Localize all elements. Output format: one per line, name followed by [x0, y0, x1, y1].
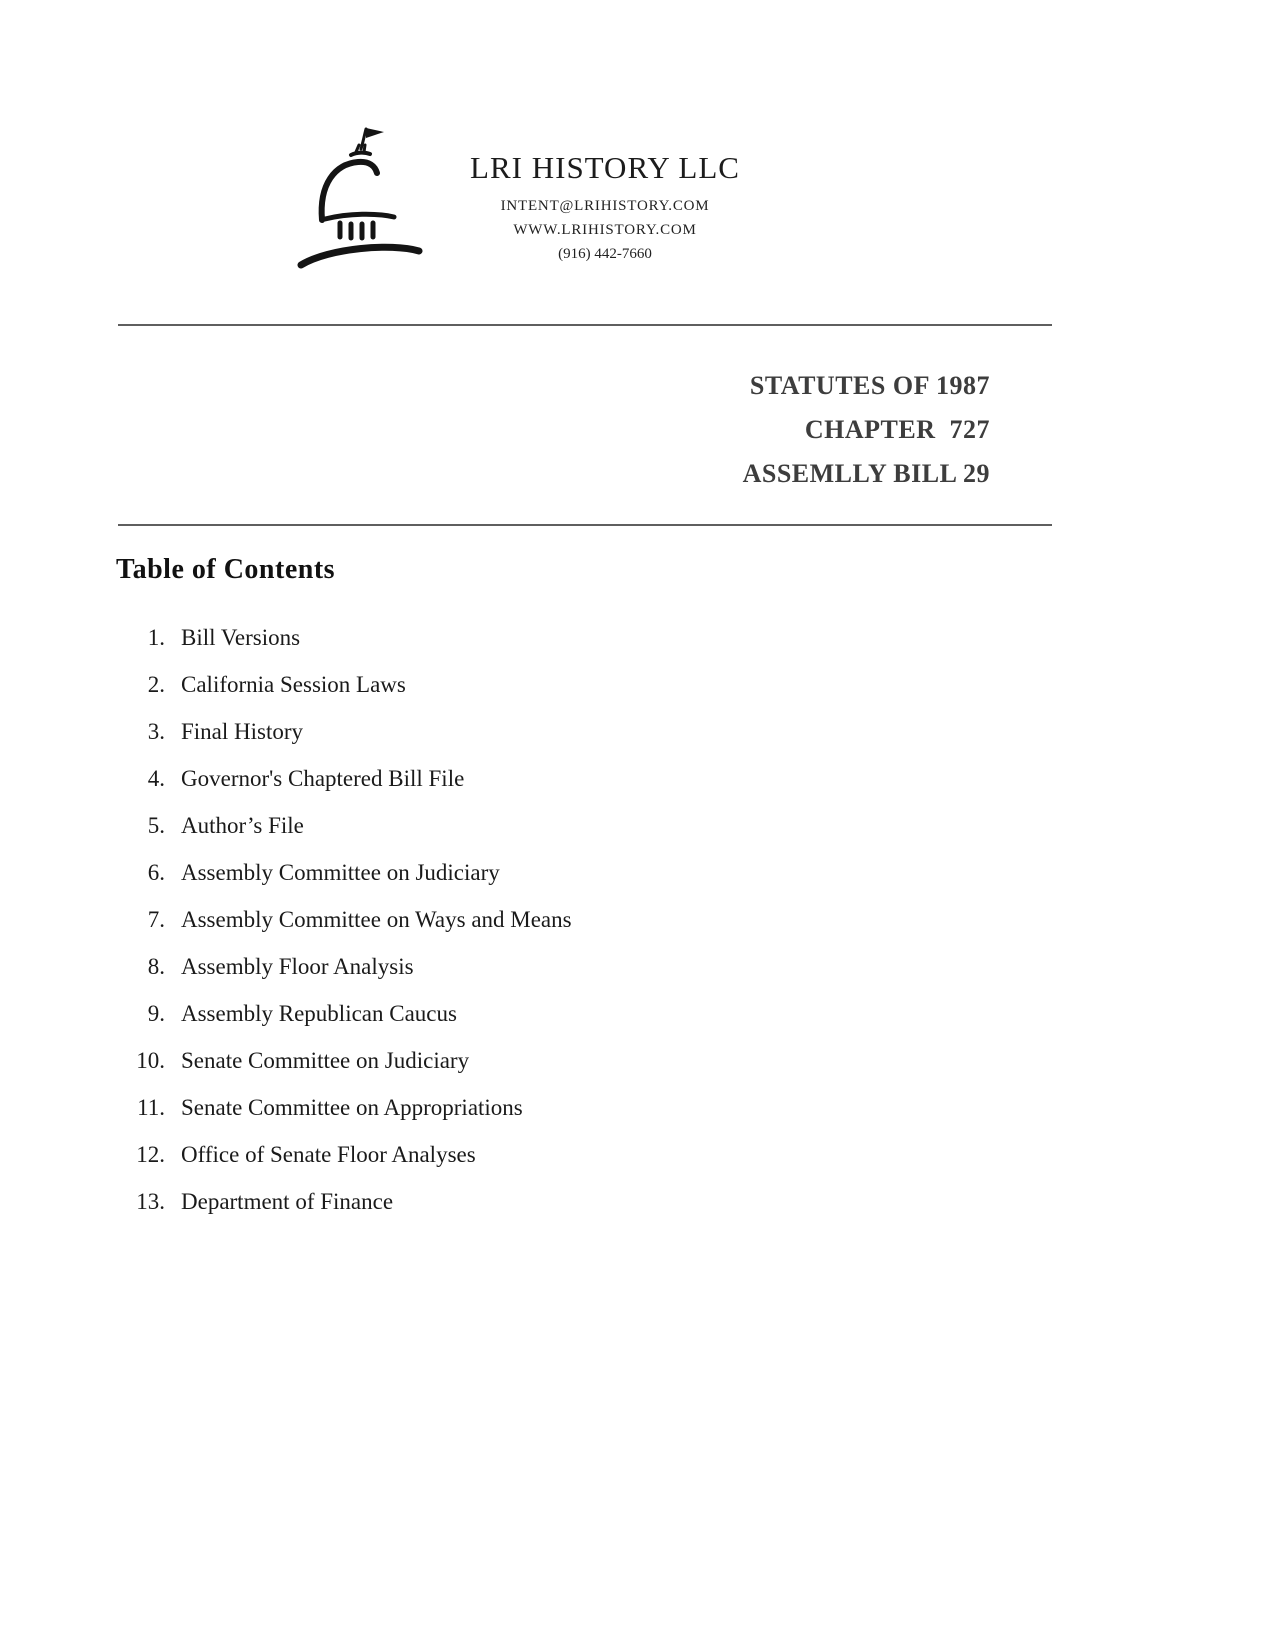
toc-item-number: 8.	[147, 954, 165, 979]
case-header	[743, 364, 990, 496]
list-item	[118, 1000, 572, 1027]
toc-item-number: 5.	[147, 813, 165, 838]
toc-item-label: Bill Versions	[181, 625, 301, 650]
toc-item-label: Governor's Chaptered Bill File	[181, 766, 465, 791]
toc-item-number: 4.	[147, 766, 165, 791]
bill-line: ASSEMLLY BILL 29	[742, 459, 990, 488]
divider-top	[118, 324, 1052, 326]
letterhead	[455, 150, 755, 263]
toc-item-label: Senate Committee on Appropriations	[181, 1095, 523, 1120]
toc-item-number: 1.	[147, 625, 165, 650]
toc-item-label: Department of Finance	[181, 1189, 394, 1214]
toc-item-number: 2.	[147, 672, 165, 697]
capitol-dome-logo	[295, 122, 435, 282]
toc-item-number: 13.	[136, 1189, 165, 1214]
capitol-dome-icon	[295, 122, 435, 282]
toc-item-number: 12.	[136, 1142, 165, 1167]
statutes-line: STATUTES OF 1987	[749, 371, 990, 400]
toc-item-number: 7.	[147, 907, 165, 932]
toc-item-label: Assembly Floor Analysis	[181, 954, 414, 979]
company-website: WWW.LRIHISTORY.COM	[513, 222, 697, 238]
list-item	[118, 671, 572, 698]
toc-item-number: 6.	[147, 860, 165, 885]
toc-item-label: Assembly Committee on Judiciary	[181, 860, 500, 885]
list-item	[118, 1141, 572, 1168]
toc-item-number: 10.	[136, 1048, 165, 1073]
toc-item-number: 9.	[147, 1001, 165, 1026]
company-name: LRI HISTORY LLC	[470, 150, 740, 185]
list-item	[118, 953, 572, 980]
divider-bottom	[118, 524, 1052, 526]
toc-item-label: Assembly Committee on Ways and Means	[181, 907, 572, 932]
list-item	[118, 812, 572, 839]
toc-item-number: 3.	[147, 719, 165, 744]
toc-list	[118, 624, 572, 1235]
toc-title: Table of Contents	[116, 554, 336, 585]
list-item	[118, 906, 572, 933]
chapter-line: CHAPTER 727	[804, 415, 990, 444]
list-item	[118, 1047, 572, 1074]
list-item	[118, 1188, 572, 1215]
toc-item-label: California Session Laws	[181, 672, 406, 697]
list-item	[118, 624, 572, 651]
toc-item-label: Final History	[181, 719, 304, 744]
toc-item-number: 11.	[137, 1095, 165, 1120]
toc-item-label: Author’s File	[181, 813, 304, 838]
list-item	[118, 1094, 572, 1121]
company-phone: (916) 442-7660	[558, 246, 652, 262]
list-item	[118, 718, 572, 745]
list-item	[118, 765, 572, 792]
toc-item-label: Assembly Republican Caucus	[181, 1001, 457, 1026]
list-item	[118, 859, 572, 886]
toc-item-label: Office of Senate Floor Analyses	[181, 1142, 476, 1167]
toc-item-label: Senate Committee on Judiciary	[181, 1048, 470, 1073]
company-email: INTENT@LRIHISTORY.COM	[500, 198, 710, 214]
